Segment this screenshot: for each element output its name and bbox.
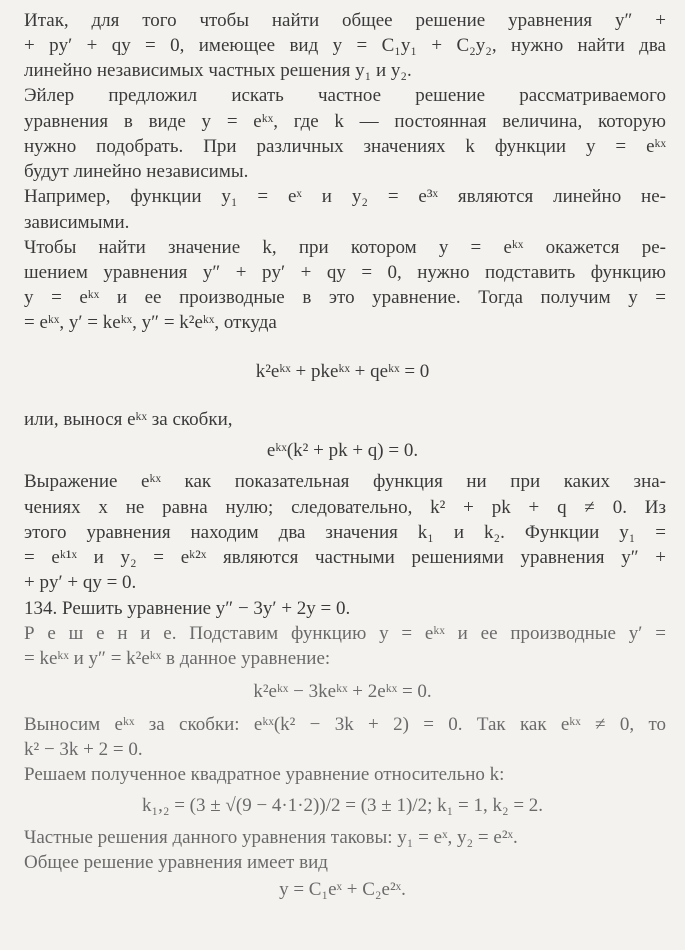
text-line: = eᵏ¹ˣ и y₂ = eᵏ²ˣ являются частными решениями уравнения y″ + — [24, 547, 666, 568]
text-line: y = eᵏˣ и ее производные в это уравнение. Тогда получим y = — [24, 287, 666, 308]
text-line: Эйлер предложил искать частное решение рассматриваемого — [24, 85, 666, 106]
text-line: нужно подобрать. При различных значениях k функции y = eᵏˣ — [24, 136, 666, 157]
text-line: 134. Решить уравнение y″ − 3y′ + 2y = 0. — [24, 598, 351, 619]
text-line: Р е ш е н и е. Подставим функцию y = eᵏˣ и ее производные y′ = — [24, 623, 666, 644]
text-line: чениях x не равна нулю; следовательно, k² + pk + q ≠ 0. Из — [24, 497, 666, 518]
text-line: k² − 3k + 2 = 0. — [24, 739, 143, 760]
text-line: Например, функции y₁ = eˣ и y₂ = e³ˣ являются линейно не- — [24, 186, 666, 207]
text-line: зависимыми. — [24, 212, 130, 233]
text-line: k₁,₂ = (3 ± √(9 − 4·1·2))/2 = (3 ± 1)/2; k₁ = 1, k₂ = 2. — [141, 795, 544, 816]
text-line: = eᵏˣ, y′ = keᵏˣ, y″ = k²eᵏˣ, откуда — [24, 312, 277, 333]
text-line: Чтобы найти значение k, при котором y = eᵏˣ окажется ре- — [24, 237, 666, 258]
text-line: k²eᵏˣ + pkeᵏˣ + qeᵏˣ = 0 — [255, 361, 430, 382]
text-line: будут линейно независимы. — [24, 161, 249, 182]
text-line: k²eᵏˣ − 3keᵏˣ + 2eᵏˣ = 0. — [253, 681, 432, 702]
text-line: Выносим eᵏˣ за скобки: eᵏˣ(k² − 3k + 2) = 0. Так как eᵏˣ ≠ 0, то — [24, 714, 666, 735]
text-line: или, вынося eᵏˣ за скобки, — [24, 409, 233, 430]
text-line: уравнения в виде y = eᵏˣ, где k — постоянная величина, которую — [24, 111, 666, 132]
text-line: Общее решение уравнения имеет вид — [24, 852, 328, 873]
text-line: Выражение eᵏˣ как показательная функция ни при каких зна- — [24, 471, 666, 492]
text-line: Итак, для того чтобы найти общее решение уравнения y″ + — [24, 10, 666, 31]
text-line: y = C₁eˣ + C₂e²ˣ. — [279, 879, 406, 900]
text-line: + py′ + qy = 0. — [24, 572, 137, 593]
text-line: Частные решения данного уравнения таковы: y₁ = eˣ, y₂ = e²ˣ. — [24, 827, 518, 848]
text-line: + py′ + qy = 0, имеющее вид y = C₁y₁ + C₂y₂, нужно найти два — [24, 35, 666, 56]
text-line: eᵏˣ(k² + pk + q) = 0. — [266, 440, 419, 461]
text-line: этого уравнения находим два значения k₁ и k₂. Функции y₁ = — [24, 522, 666, 543]
text-line: Решаем полученное квадратное уравнение относительно k: — [24, 764, 505, 785]
text-line: = keᵏˣ и y″ = k²eᵏˣ в данное уравнение: — [24, 648, 331, 669]
text-line: шением уравнения y″ + py′ + qy = 0, нужно подставить функцию — [24, 262, 666, 283]
text-line: линейно независимых частных решения y₁ и y₂. — [24, 60, 412, 81]
